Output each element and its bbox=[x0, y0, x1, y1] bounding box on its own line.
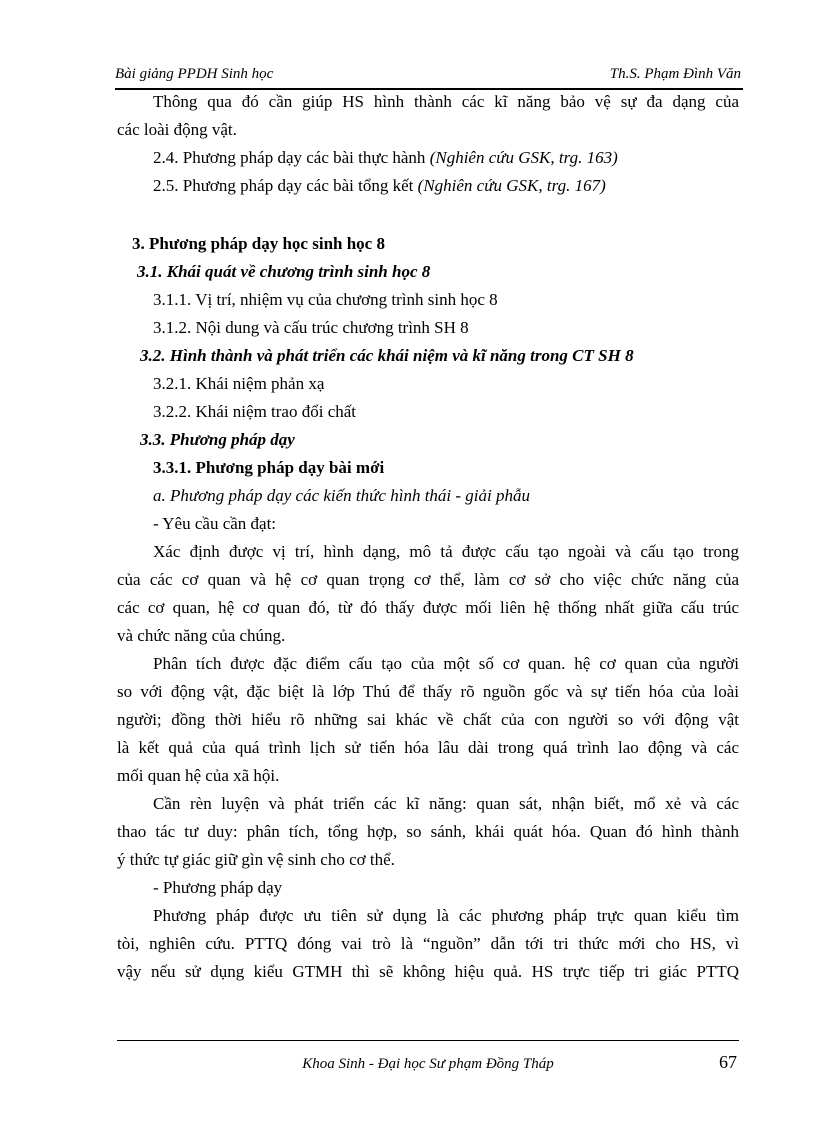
paragraph-line: Phương pháp được ưu tiên sử dụng là các phương pháp trực quan kiểu tìm bbox=[153, 906, 739, 925]
section-2-4-reference: (Nghiên cứu GSK, trg. 163) bbox=[429, 148, 618, 167]
paragraph-line: các loài động vật. bbox=[117, 120, 237, 139]
header-author: Th.S. Phạm Đình Văn bbox=[609, 66, 741, 82]
reference-line-2-5 bbox=[153, 176, 606, 196]
paragraph-line: mối quan hệ của xã hội. bbox=[117, 766, 280, 785]
heading-3-3-1: 3.3.1. Phương pháp dạy bài mới bbox=[153, 458, 385, 477]
paragraph-line: là kết quả của quá trình lịch sử tiến hóa lâu dài trong quá trình lao động và các bbox=[117, 738, 739, 757]
paragraph-line: Xác định được vị trí, hình dạng, mô tả được cấu tạo ngoài và cấu tạo trong bbox=[153, 542, 739, 561]
page-header bbox=[115, 62, 743, 90]
footer-institution: Khoa Sinh - Đại học Sư phạm Đồng Tháp bbox=[302, 1056, 554, 1072]
subheading-3-2-1: 3.2.1. Khái niệm phản xạ bbox=[153, 374, 325, 393]
section-2-4-title: 2.4. Phương pháp dạy các bài thực hành bbox=[153, 148, 430, 167]
heading-section-3: 3. Phương pháp dạy học sinh học 8 bbox=[132, 234, 385, 253]
subheading-a: a. Phương pháp dạy các kiến thức hình thái - giải phẫu bbox=[153, 486, 530, 505]
paragraph-line: vậy nếu sử dụng kiểu GTMH thì sẽ không hiệu quả. HS trực tiếp tri giác PTTQ bbox=[117, 962, 739, 981]
heading-3-1: 3.1. Khái quát về chương trình sinh học 8 bbox=[137, 262, 431, 281]
header-course-title: Bài giảng PPDH Sinh học bbox=[115, 66, 274, 82]
section-2-5-title: 2.5. Phương pháp dạy các bài tổng kết bbox=[153, 176, 418, 195]
footer-divider bbox=[117, 1040, 739, 1041]
heading-3-3: 3.3. Phương pháp dạy bbox=[140, 430, 295, 449]
paragraph-line: người; đồng thời hiểu rõ những sai khác về chất của con người so với động vật bbox=[117, 710, 739, 729]
paragraph-line: các cơ quan, hệ cơ quan đó, từ đó thấy được mối liên hệ thống nhất giữa cấu trúc bbox=[117, 598, 739, 617]
paragraph-line: so với động vật, đặc biệt là lớp Thú để thấy rõ nguồn gốc và sự tiến hóa của loài bbox=[117, 682, 739, 701]
heading-3-2: 3.2. Hình thành và phát triển các khái niệm và kĩ năng trong CT SH 8 bbox=[140, 346, 634, 365]
paragraph-line: Thông qua đó cần giúp HS hình thành các kĩ năng bảo vệ sự đa dạng của bbox=[153, 92, 739, 111]
section-2-5-reference: (Nghiên cứu GSK, trg. 167) bbox=[417, 176, 606, 195]
paragraph-line: Phân tích được đặc điểm cấu tạo của một số cơ quan. hệ cơ quan của người bbox=[153, 654, 739, 673]
page-number: 67 bbox=[719, 1052, 737, 1072]
paragraph-line: tòi, nghiên cứu. PTTQ đóng vai trò là “nguồn” dẫn tới tri thức mới cho HS, vì bbox=[117, 934, 739, 953]
paragraph-line: thao tác tư duy: phân tích, tổng hợp, so sánh, khái quát hóa. Quan đó hình thành bbox=[117, 822, 739, 841]
paragraph-line: của các cơ quan và hệ cơ quan trọng cơ thể, làm cơ sở cho việc chức năng của bbox=[117, 570, 739, 589]
subheading-3-1-1: 3.1.1. Vị trí, nhiệm vụ của chương trình sinh học 8 bbox=[153, 290, 498, 309]
teaching-method-label: - Phương pháp dạy bbox=[153, 878, 283, 897]
paragraph-line: Cần rèn luyện và phát triển các kĩ năng: quan sát, nhận biết, mổ xẻ và các bbox=[153, 794, 739, 813]
paragraph-line: và chức năng của chúng. bbox=[117, 626, 286, 645]
paragraph-line: ý thức tự giác giữ gìn vệ sinh cho cơ thể. bbox=[117, 850, 395, 869]
page-footer bbox=[117, 1052, 739, 1076]
subheading-3-2-2: 3.2.2. Khái niệm trao đổi chất bbox=[153, 402, 357, 421]
reference-line-2-4 bbox=[153, 148, 618, 168]
requirements-label: - Yêu cầu cần đạt: bbox=[153, 514, 277, 533]
subheading-3-1-2: 3.1.2. Nội dung và cấu trúc chương trình SH 8 bbox=[153, 318, 469, 337]
